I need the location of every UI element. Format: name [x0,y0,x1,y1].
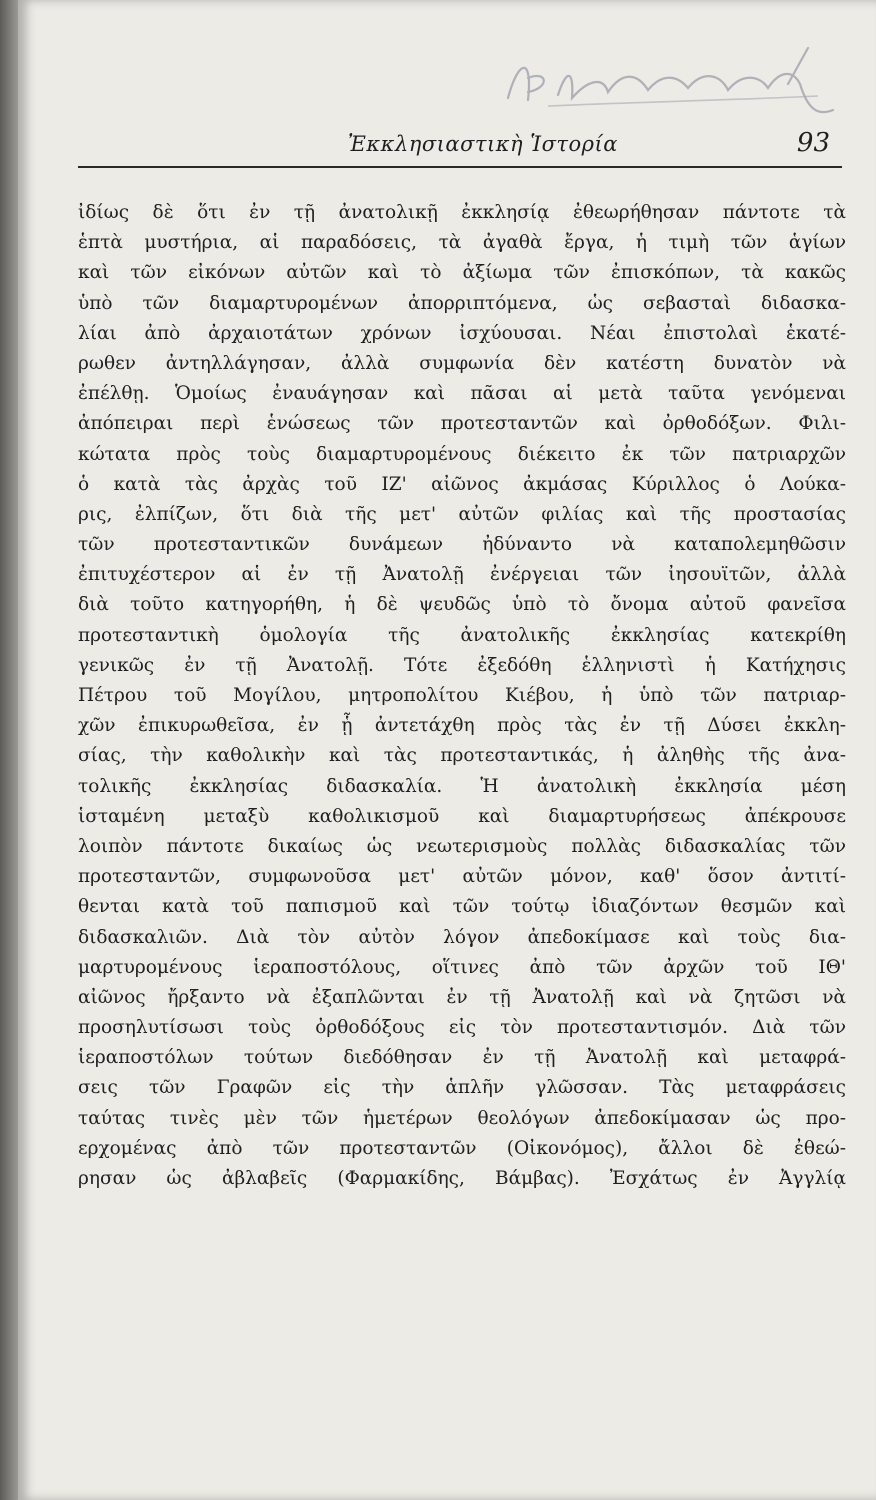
text-line: ερχομένας ἀπὸ τῶν προτεσταντῶν (Οἰκονόμος), ἄλλοι δὲ ἐθεώ- [78,1137,846,1159]
text-line: μαρτυρομένους ἱεραποστόλους, οἵτινες ἀπὸ τῶν ἀρχῶν τοῦ ΙΘ' [78,956,846,978]
text-line: προτεσταντικὴ ὁμολογία τῆς ἀνατολικῆς ἐκκλησίας κατεκρίθη [78,624,846,646]
book-page [18,0,876,1500]
text-line: προσηλυτίσωσι τοὺς ὀρθοδόξους εἰς τὸν προτεσταντισμόν. Διὰ τῶν [78,1017,846,1039]
running-title: Ἐκκλησιαστικὴ Ἱστορία [348,132,618,156]
text-line: ἀπόπειραι περὶ ἑνώσεως τῶν προτεσταντῶν καὶ ὀρθοδόξων. Φιλι- [78,413,846,435]
book-spine-shadow [0,0,18,1500]
page-number: 93 [796,128,830,158]
text-line: διδασκαλιῶν. Διὰ τὸν αὐτὸν λόγον ἀπεδοκίμασε καὶ τοὺς δια- [78,926,846,948]
text-line: λοιπὸν πάντοτε δικαίως ὡς νεωτερισμοὺς πολλὰς διδασκαλίας τῶν [78,835,846,857]
text-line: αἰῶνος ἤρξαντο νὰ ἐξαπλῶνται ἐν τῇ Ἀνατολῇ καὶ νὰ ζητῶσι νὰ [78,986,846,1008]
page-header [78,128,842,168]
text-line: προτεσταντῶν, συμφωνοῦσα μετ' αὐτῶν μόνον, καθ' ὅσον ἀντιτί- [78,866,846,888]
text-line: ἐπιτυχέστερον αἱ ἐν τῇ Ἀνατολῇ ἐνέργειαι τῶν ἰησουϊτῶν, ἀλλὰ [78,564,846,586]
text-line: ταύτας τινὲς μὲν τῶν ἡμετέρων θεολόγων ἀπεδοκίμασαν ὡς προ- [78,1107,846,1129]
handwritten-signature [488,40,848,120]
text-line: ὑπὸ τῶν διαμαρτυρομένων ἀπορριπτόμενα, ὡς σεβασταὶ διδασκα- [78,292,846,314]
text-line: καὶ τῶν εἰκόνων αὐτῶν καὶ τὸ ἀξίωμα τῶν ἐπισκόπων, τὰ κακῶς [78,262,846,284]
body-text [78,198,846,1194]
text-line: ἱεραποστόλων τούτων διεδόθησαν ἐν τῇ Ἀνατολῇ καὶ μεταφρά- [78,1047,846,1069]
text-line: κώτατα πρὸς τοὺς διαμαρτυρομένους διέκειτο ἐκ τῶν πατριαρχῶν [78,443,846,465]
text-line: σίας, τὴν καθολικὴν καὶ τὰς προτεσταντικάς, ἡ ἀληθὴς τῆς ἀνα- [78,745,846,767]
text-line: ρησαν ὡς ἀβλαβεῖς (Φαρμακίδης, Βάμβας). Ἐσχάτως ἐν Ἀγγλίᾳ [78,1168,846,1189]
text-line: ἰδίως δὲ ὅτι ἐν τῇ ἀνατολικῇ ἐκκλησίᾳ ἐθεωρήθησαν πάντοτε τὰ [78,202,846,223]
text-line: τολικῆς ἐκκλησίας διδασκαλία. Ἡ ἀνατολικὴ ἐκκλησία μέση [78,775,846,797]
text-line: ρις, ἐλπίζων, ὅτι διὰ τῆς μετ' αὐτῶν φιλίας καὶ τῆς προστασίας [78,503,846,525]
text-line: γενικῶς ἐν τῇ Ἀνατολῇ. Τότε ἐξεδόθη ἑλληνιστὶ ἡ Κατήχησις [78,654,846,676]
text-line: τῶν προτεσταντικῶν δυνάμεων ἠδύναντο νὰ καταπολεμηθῶσιν [78,534,846,556]
text-line: ρωθεν ἀντηλλάγησαν, ἀλλὰ συμφωνία δὲν κατέστη δυνατὸν νὰ [78,352,846,374]
text-line: ἐπέλθῃ. Ὁμοίως ἐναυάγησαν καὶ πᾶσαι αἱ μετὰ ταῦτα γενόμεναι [78,383,846,405]
text-line: θενται κατὰ τοῦ παπισμοῦ καὶ τῶν τούτῳ ἰδιαζόντων θεσμῶν καὶ [78,896,846,918]
text-line: ὁ κατὰ τὰς ἀρχὰς τοῦ ΙΖ' αἰῶνος ἀκμάσας Κύριλλος ὁ Λούκα- [78,473,846,495]
text-line: χῶν ἐπικυρωθεῖσα, ἐν ᾗ ἀντετάχθη πρὸς τὰς ἐν τῇ Δύσει ἐκκλη- [78,715,846,737]
text-line: διὰ τοῦτο κατηγορήθη, ἡ δὲ ψευδῶς ὑπὸ τὸ ὄνομα αὐτοῦ φανεῖσα [78,594,846,616]
text-line: ἑπτὰ μυστήρια, αἱ παραδόσεις, τὰ ἀγαθὰ ἔργα, ἡ τιμὴ τῶν ἁγίων [78,232,846,254]
text-line: ἱσταμένη μεταξὺ καθολικισμοῦ καὶ διαμαρτυρήσεως ἀπέκρουσε [78,805,846,827]
text-line: Πέτρου τοῦ Μογίλου, μητροπολίτου Κιέβου, ἡ ὑπὸ τῶν πατριαρ- [78,685,846,706]
text-line: σεις τῶν Γραφῶν εἰς τὴν ἁπλῆν γλῶσσαν. Τὰς μεταφράσεις [78,1077,846,1099]
text-line: λίαι ἀπὸ ἀρχαιοτάτων χρόνων ἰσχύουσαι. Νέαι ἐπιστολαὶ ἑκατέ- [78,322,846,344]
